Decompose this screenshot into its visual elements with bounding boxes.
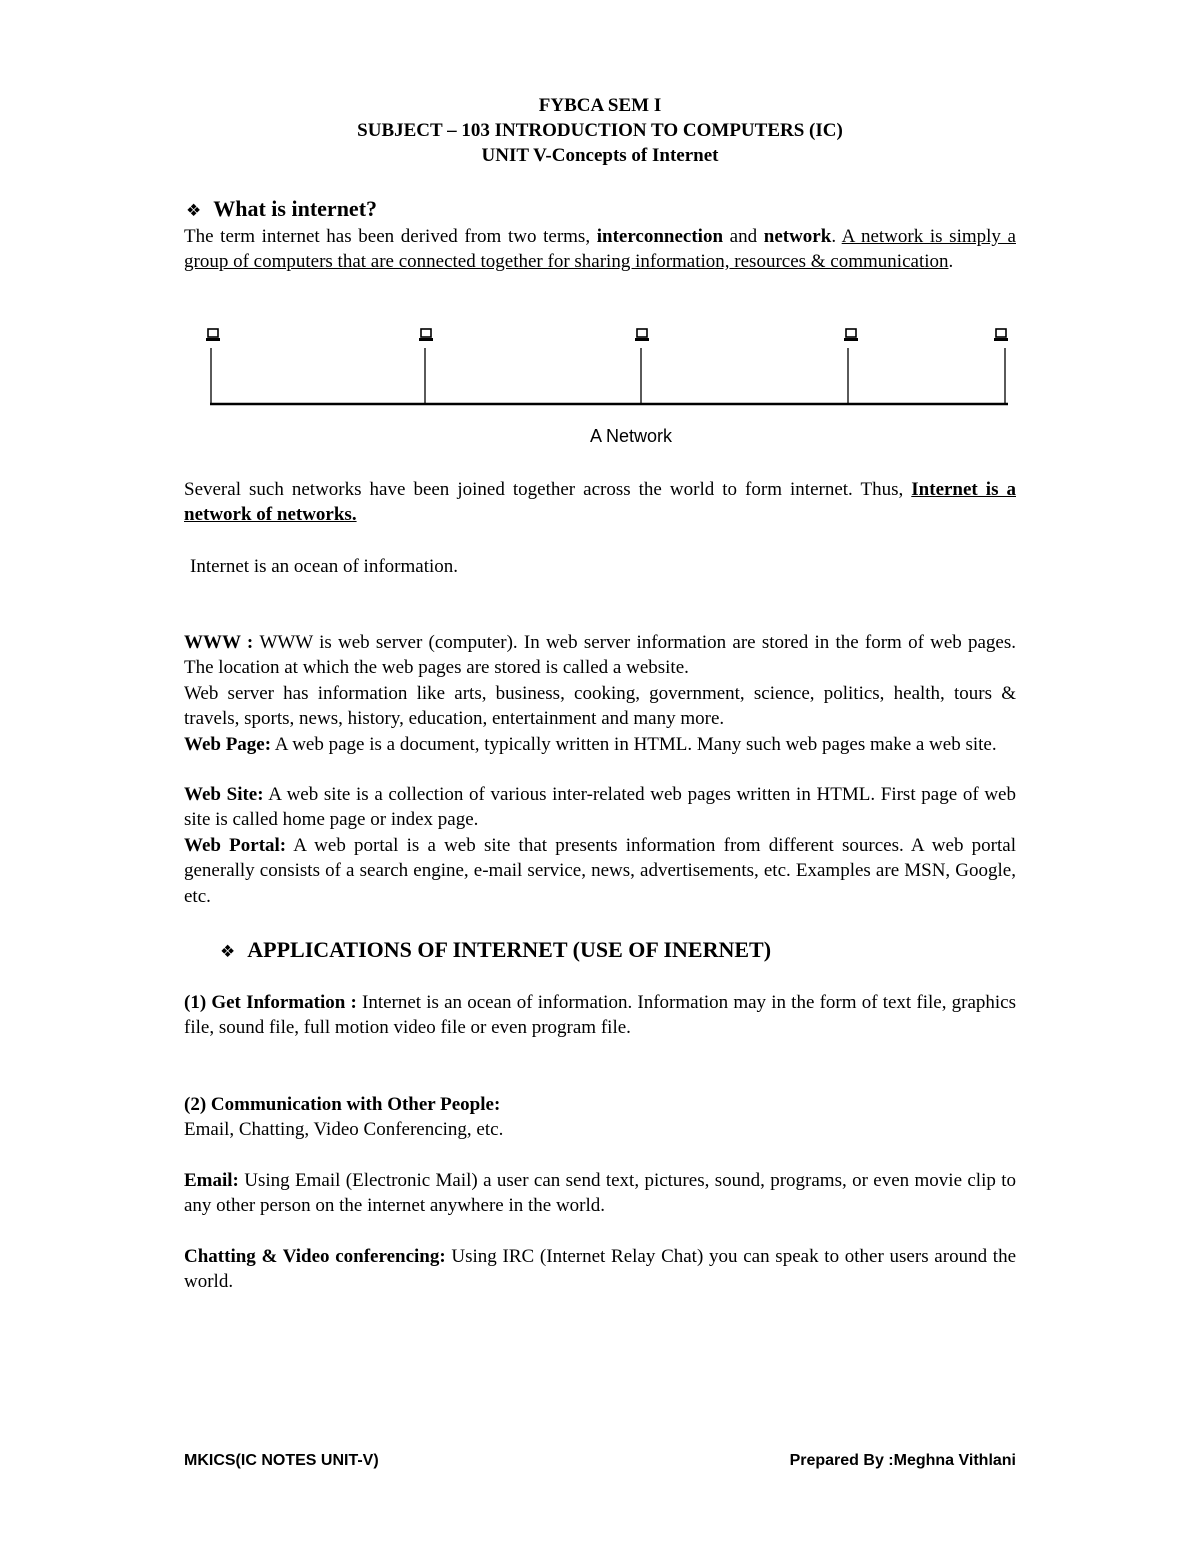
diamond-bullet-icon: ❖	[220, 942, 236, 962]
computer-node-2	[419, 329, 433, 404]
paragraph-internet-definition: The term internet has been derived from two terms, interconnection and network. A network is simply a group of computers that are connected together for sharing information, resources & communication.	[184, 226, 1016, 273]
heading-communication: (2) Communication with Other People:	[184, 1094, 501, 1115]
communication-list: Email, Chatting, Video Conferencing, etc.	[184, 1119, 504, 1140]
paragraph-web-page: Web Page: A web page is a document, typically written in HTML. Many such web pages make a web site.	[184, 734, 997, 755]
paragraph-web-server: Web server has information like arts, business, cooking, government, science, politics, health, tours & travels, sports, news, history, education, entertainment and many more.	[184, 683, 1016, 730]
paragraph-web-site: Web Site: A web site is a collection of various inter-related web pages written in HTML. First page of web site is called home page or index page.	[184, 784, 1016, 831]
computer-icon-base	[206, 338, 220, 341]
computer-icon-base	[994, 338, 1008, 341]
computer-icon	[996, 329, 1006, 337]
paragraph-email: Email: Using Email (Electronic Mail) a user can send text, pictures, sound, programs, or even movie clip to any other person on the internet anywhere in the world.	[184, 1170, 1016, 1217]
paragraph-network-of-networks: Several such networks have been joined together across the world to form internet. Thus, Internet is a network of networks.	[184, 479, 1016, 526]
diamond-bullet-icon: ❖	[186, 201, 202, 221]
footer-right: Prepared By :Meghna Vithlani	[789, 1452, 1016, 1469]
computer-node-5	[994, 329, 1008, 404]
paragraph-get-information: (1) Get Information : Internet is an ocean of information. Information may in the form of text file, graphics file, sound file, full motion video file or even program file.	[184, 992, 1017, 1039]
network-of-networks-emphasis: Internet is a network of networks.	[184, 479, 1016, 526]
paragraph-chatting: Chatting & Video conferencing: Using IRC (Internet Relay Chat) you can speak to other users around the world.	[184, 1246, 1016, 1293]
footer-left: MKICS(IC NOTES UNIT-V)	[184, 1452, 379, 1469]
computer-node-1	[206, 329, 220, 404]
course-title: FYBCA SEM I	[538, 95, 662, 116]
diagram-caption: A Network	[589, 426, 673, 446]
computer-icon	[208, 329, 218, 337]
paragraph-www: WWW : WWW is web server (computer). In web server information are stored in the form of web pages. The location at which the web pages are stored is called a website.	[184, 632, 1017, 679]
paragraph-web-portal: Web Portal: A web portal is a web site that presents information from different sources. A web portal generally consists of a search engine, e-mail service, news, advertisements, etc. Examples are MSN, Google, etc.	[184, 835, 1016, 907]
network-diagram	[0, 0, 1200, 460]
computer-icon	[846, 329, 856, 337]
computer-icon-base	[844, 338, 858, 341]
section-heading-applications: ❖ APPLICATIONS OF INTERNET (USE OF INERNET)	[220, 937, 772, 962]
computer-node-3	[635, 329, 649, 404]
computer-icon-base	[635, 338, 649, 341]
unit-title: UNIT V-Concepts of Internet	[481, 145, 719, 166]
computer-icon-base	[419, 338, 433, 341]
computer-icon	[421, 329, 431, 337]
network-definition: A network is simply a group of computers that are connected together for sharing information, resources & communication	[184, 226, 1016, 273]
paragraph-ocean: Internet is an ocean of information.	[190, 556, 459, 577]
computer-node-4	[844, 329, 858, 404]
subject-title: SUBJECT – 103 INTRODUCTION TO COMPUTERS (IC)	[357, 120, 843, 141]
section-heading-what-is-internet: ❖ What is internet?	[186, 196, 378, 221]
computer-icon	[637, 329, 647, 337]
